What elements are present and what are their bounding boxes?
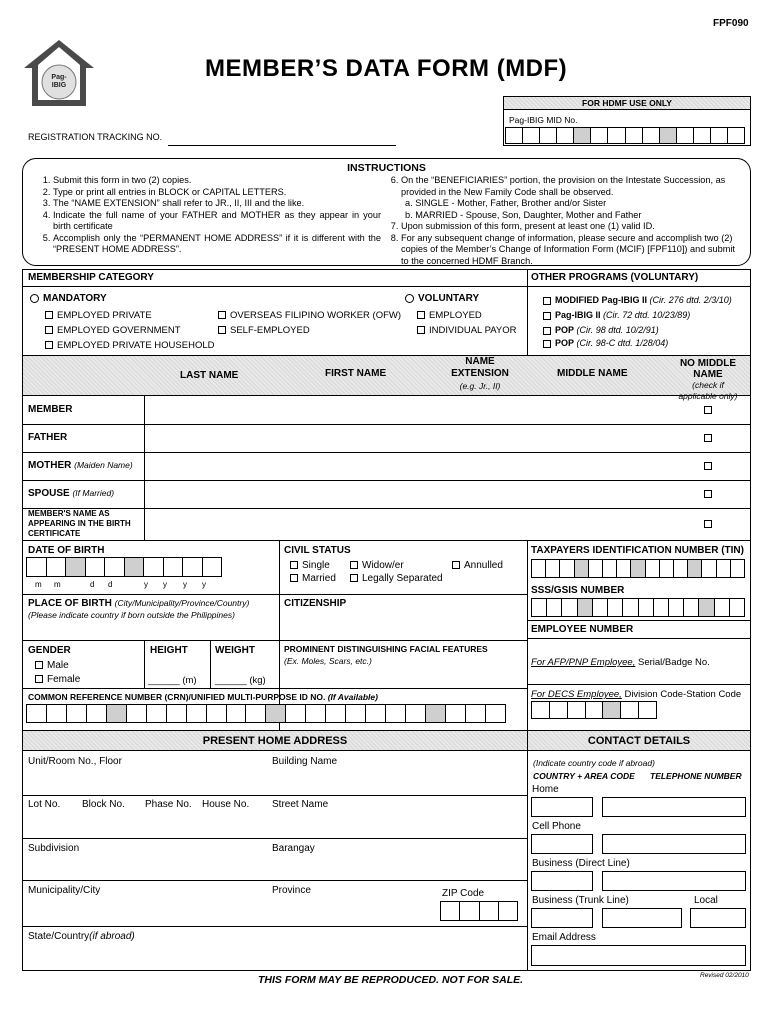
program-pop-98[interactable]: POP (Cir. 98 dtd. 10/2/91) <box>543 325 659 335</box>
home-area-field[interactable] <box>531 797 593 817</box>
father-no-middle-checkbox[interactable] <box>704 434 712 442</box>
instruction-item: 6. On the “BENEFICIARIES” portion, the provision on the Intestate Succession, as provided in the New Family Code shall be observed. a. SINGLE - Mother, Father, Brother and/or Sister b. MARRIED - Spouse, Son, Daughter, Mother and Father <box>401 175 743 221</box>
crn-label: COMMON REFERENCE NUMBER (CRN)/UNIFIED MULTI-PURPOSE ID NO. (If Available) <box>28 692 378 702</box>
middle-name-header: MIDDLE NAME <box>557 368 628 379</box>
home-phone-field[interactable] <box>602 797 746 817</box>
checkbox-icon <box>290 574 298 582</box>
phase-label: Phase No. <box>145 799 192 810</box>
rtn-field[interactable] <box>168 145 396 146</box>
instruction-item: 2. Type or print all entries in BLOCK or CAPITAL LETTERS. <box>53 187 381 199</box>
direct-phone-field[interactable] <box>602 871 746 891</box>
other-programs-title: OTHER PROGRAMS (VOLUNTARY) <box>531 272 699 283</box>
dob-label: DATE OF BIRTH <box>28 545 105 556</box>
sss-label: SSS/GSIS NUMBER <box>531 585 625 596</box>
employed-private-checkbox[interactable]: EMPLOYED PRIVATE <box>45 310 152 321</box>
facial-note: (Ex. Moles, Scars, etc.) <box>284 656 372 666</box>
radio-icon <box>405 294 414 303</box>
male-checkbox[interactable]: Male <box>35 660 69 671</box>
first-name-header: FIRST NAME <box>325 368 387 379</box>
weight-label: WEIGHT <box>215 645 255 656</box>
checkbox-icon <box>290 561 298 569</box>
building-label: Building Name <box>272 756 338 767</box>
instruction-item: 4. Indicate the full name of your FATHER and MOTHER as they appear in your birth certificate <box>53 210 381 233</box>
father-row-label: FATHER <box>28 432 68 443</box>
trunk-line-label: Business (Trunk Line) <box>532 895 629 906</box>
checkbox-icon <box>543 327 551 335</box>
afp-label: For AFP/PNP Employee, Serial/Badge No. <box>531 657 710 668</box>
pagibig-logo <box>22 38 96 110</box>
decs-boxes[interactable] <box>531 701 657 719</box>
instruction-item: 5. Accomplish only the “PERMANENT HOME ADDRESS” if it is different with the “PRESENT HOME ADDRESS”. <box>53 233 381 256</box>
instructions-right <box>383 175 743 267</box>
country-area-label: COUNTRY + AREA CODE <box>533 771 635 781</box>
checkbox-icon <box>218 326 226 334</box>
form-code: FPF090 <box>713 18 749 29</box>
trunk-area-field[interactable] <box>531 908 593 928</box>
local-label: Local <box>694 895 718 906</box>
checkbox-icon <box>452 561 460 569</box>
street-label: Street Name <box>272 799 329 810</box>
annulled-checkbox[interactable]: Annulled <box>452 560 503 571</box>
tin-boxes[interactable] <box>531 559 745 578</box>
widow-checkbox[interactable]: Widow/er <box>350 560 404 571</box>
zip-boxes[interactable] <box>440 901 518 921</box>
spouse-no-middle-checkbox[interactable] <box>704 490 712 498</box>
mandatory-option[interactable]: MANDATORY <box>30 293 107 304</box>
checkbox-icon <box>350 574 358 582</box>
membership-title: MEMBERSHIP CATEGORY <box>28 272 154 283</box>
pob-label: PLACE OF BIRTH (City/Municipality/Province/Country) <box>28 598 250 609</box>
birthcert-no-middle-checkbox[interactable] <box>704 520 712 528</box>
svg-text:Pag-: Pag- <box>51 74 67 81</box>
member-no-middle-checkbox[interactable] <box>704 406 712 414</box>
instruction-item: 1. Submit this form in two (2) copies. <box>53 175 381 187</box>
last-name-header: LAST NAME <box>180 370 239 381</box>
mother-row-label: MOTHER (Maiden Name) <box>28 460 133 471</box>
direct-area-field[interactable] <box>531 871 593 891</box>
instruction-item: 7. Upon submission of this form, present at least one (1) valid ID. <box>401 221 743 233</box>
dob-boxes[interactable] <box>26 557 222 577</box>
ofw-checkbox[interactable]: OVERSEAS FILIPINO WORKER (OFW) <box>218 310 401 321</box>
instructions-panel <box>22 158 751 266</box>
direct-line-label: Business (Direct Line) <box>532 858 630 869</box>
checkbox-icon <box>45 341 53 349</box>
mid-label: Pag-IBIG MID No. <box>509 115 578 125</box>
sss-boxes[interactable] <box>531 598 745 617</box>
employee-number-label: EMPLOYEE NUMBER <box>531 624 634 635</box>
email-label: Email Address <box>532 932 596 943</box>
checkbox-icon <box>45 311 53 319</box>
spouse-row-label: SPOUSE (If Married) <box>28 488 115 499</box>
revised-date: Revised 02/2010 <box>700 972 749 979</box>
civil-status-label: CIVIL STATUS <box>284 545 351 556</box>
employed-household-checkbox[interactable]: EMPLOYED PRIVATE HOUSEHOLD <box>45 340 215 351</box>
program-pagibig2[interactable]: Pag-IBIG II (Cir. 72 dtd. 10/23/89) <box>543 310 690 320</box>
telephone-label: TELEPHONE NUMBER <box>650 771 742 781</box>
for-hdmf-banner: FOR HDMF USE ONLY <box>503 96 751 110</box>
facial-label: PROMINENT DISTINGUISHING FACIAL FEATURES <box>284 644 488 654</box>
female-checkbox[interactable]: Female <box>35 674 80 685</box>
individual-payor-checkbox[interactable]: INDIVIDUAL PAYOR <box>417 325 516 336</box>
program-modified-pagibig2[interactable]: MODIFIED Pag-IBIG II (Cir. 276 dtd. 2/3/10) <box>543 295 732 305</box>
municipality-label: Municipality/City <box>28 885 101 896</box>
names-header <box>23 355 750 396</box>
lot-label: Lot No. <box>28 799 61 810</box>
contact-title: CONTACT DETAILS <box>587 735 691 747</box>
checkbox-icon <box>350 561 358 569</box>
mid-number-boxes[interactable] <box>505 127 745 144</box>
checkbox-icon <box>45 326 53 334</box>
decs-label: For DECS Employee, Division Code-Station Code <box>531 689 742 700</box>
self-employed-checkbox[interactable]: SELF-EMPLOYED <box>218 325 310 336</box>
instruction-item: 3. The “NAME EXTENSION” shall refer to JR., II, III and the like. <box>53 198 381 210</box>
reproduce-note: THIS FORM MAY BE REPRODUCED. NOT FOR SALE. <box>258 974 524 986</box>
contact-note: (Indicate country code if abroad) <box>533 758 655 768</box>
single-checkbox[interactable]: Single <box>290 560 330 571</box>
block-label: Block No. <box>82 799 125 810</box>
radio-icon <box>30 294 39 303</box>
name-ext-header: NAME EXTENSION (e.g. Jr., II) <box>451 356 509 391</box>
mother-no-middle-checkbox[interactable] <box>704 462 712 470</box>
height-field[interactable]: ______ (m) <box>148 675 197 686</box>
checkbox-icon <box>543 312 551 320</box>
checkbox-icon <box>543 340 551 348</box>
employed-government-checkbox[interactable]: EMPLOYED GOVERNMENT <box>45 325 181 336</box>
checkbox-icon <box>35 661 43 669</box>
trunk-phone-field[interactable] <box>602 908 682 928</box>
gender-label: GENDER <box>28 645 71 656</box>
checkbox-icon <box>417 311 425 319</box>
member-row-label: MEMBER <box>28 404 73 415</box>
barangay-label: Barangay <box>272 843 315 854</box>
voluntary-employed-checkbox[interactable]: EMPLOYED <box>417 310 482 321</box>
pob-note: (Please indicate country if born outside the Philippines) <box>28 610 235 620</box>
cell-area-field[interactable] <box>531 834 593 854</box>
province-label: Province <box>272 885 311 896</box>
instruction-item: 8. For any subsequent change of information, please secure and accomplish two (2) copies of the Member’s Change of Information Form (MCIF) [FPF110]) and submit to the concerned HDMF Branch. <box>401 233 743 268</box>
checkbox-icon <box>35 675 43 683</box>
tin-label: TAXPAYERS IDENTIFICATION NUMBER (TIN) <box>531 545 744 556</box>
no-middle-name-header: NO MIDDLE NAME (check if applicable only) <box>678 358 738 401</box>
instructions-left <box>35 175 381 256</box>
home-label: Home <box>532 784 559 795</box>
cell-label: Cell Phone <box>532 821 581 832</box>
svg-text:IBIG: IBIG <box>51 82 67 89</box>
zip-label: ZIP Code <box>442 888 485 899</box>
legally-separated-checkbox[interactable]: Legally Separated <box>350 573 443 584</box>
address-title: PRESENT HOME ADDRESS <box>202 735 348 747</box>
checkbox-icon <box>543 297 551 305</box>
weight-field[interactable]: ______ (kg) <box>215 675 266 686</box>
citizenship-label: CITIZENSHIP <box>284 598 347 609</box>
married-checkbox[interactable]: Married <box>290 573 336 584</box>
rtn-label: REGISTRATION TRACKING NO. <box>28 132 163 142</box>
trunk-local-field[interactable] <box>690 908 746 928</box>
cell-phone-field[interactable] <box>602 834 746 854</box>
birth-cert-row-label: MEMBER'S NAME AS APPEARING IN THE BIRTH CERTIFICATE <box>28 509 131 538</box>
crn-boxes[interactable] <box>26 704 506 723</box>
unit-label: Unit/Room No., Floor <box>28 756 122 767</box>
instructions-title: INSTRUCTIONS <box>347 162 426 174</box>
house-label: House No. <box>202 799 250 810</box>
voluntary-option[interactable]: VOLUNTARY <box>405 293 479 304</box>
email-field[interactable] <box>531 945 746 966</box>
subdivision-label: Subdivision <box>28 843 80 854</box>
height-label: HEIGHT <box>150 645 188 656</box>
checkbox-icon <box>417 326 425 334</box>
checkbox-icon <box>218 311 226 319</box>
program-pop-98c[interactable]: POP (Cir. 98-C dtd. 1/28/04) <box>543 338 668 348</box>
state-label: State/Country(if abroad) <box>28 931 135 942</box>
page-title: MEMBER’S DATA FORM (MDF) <box>205 55 568 82</box>
